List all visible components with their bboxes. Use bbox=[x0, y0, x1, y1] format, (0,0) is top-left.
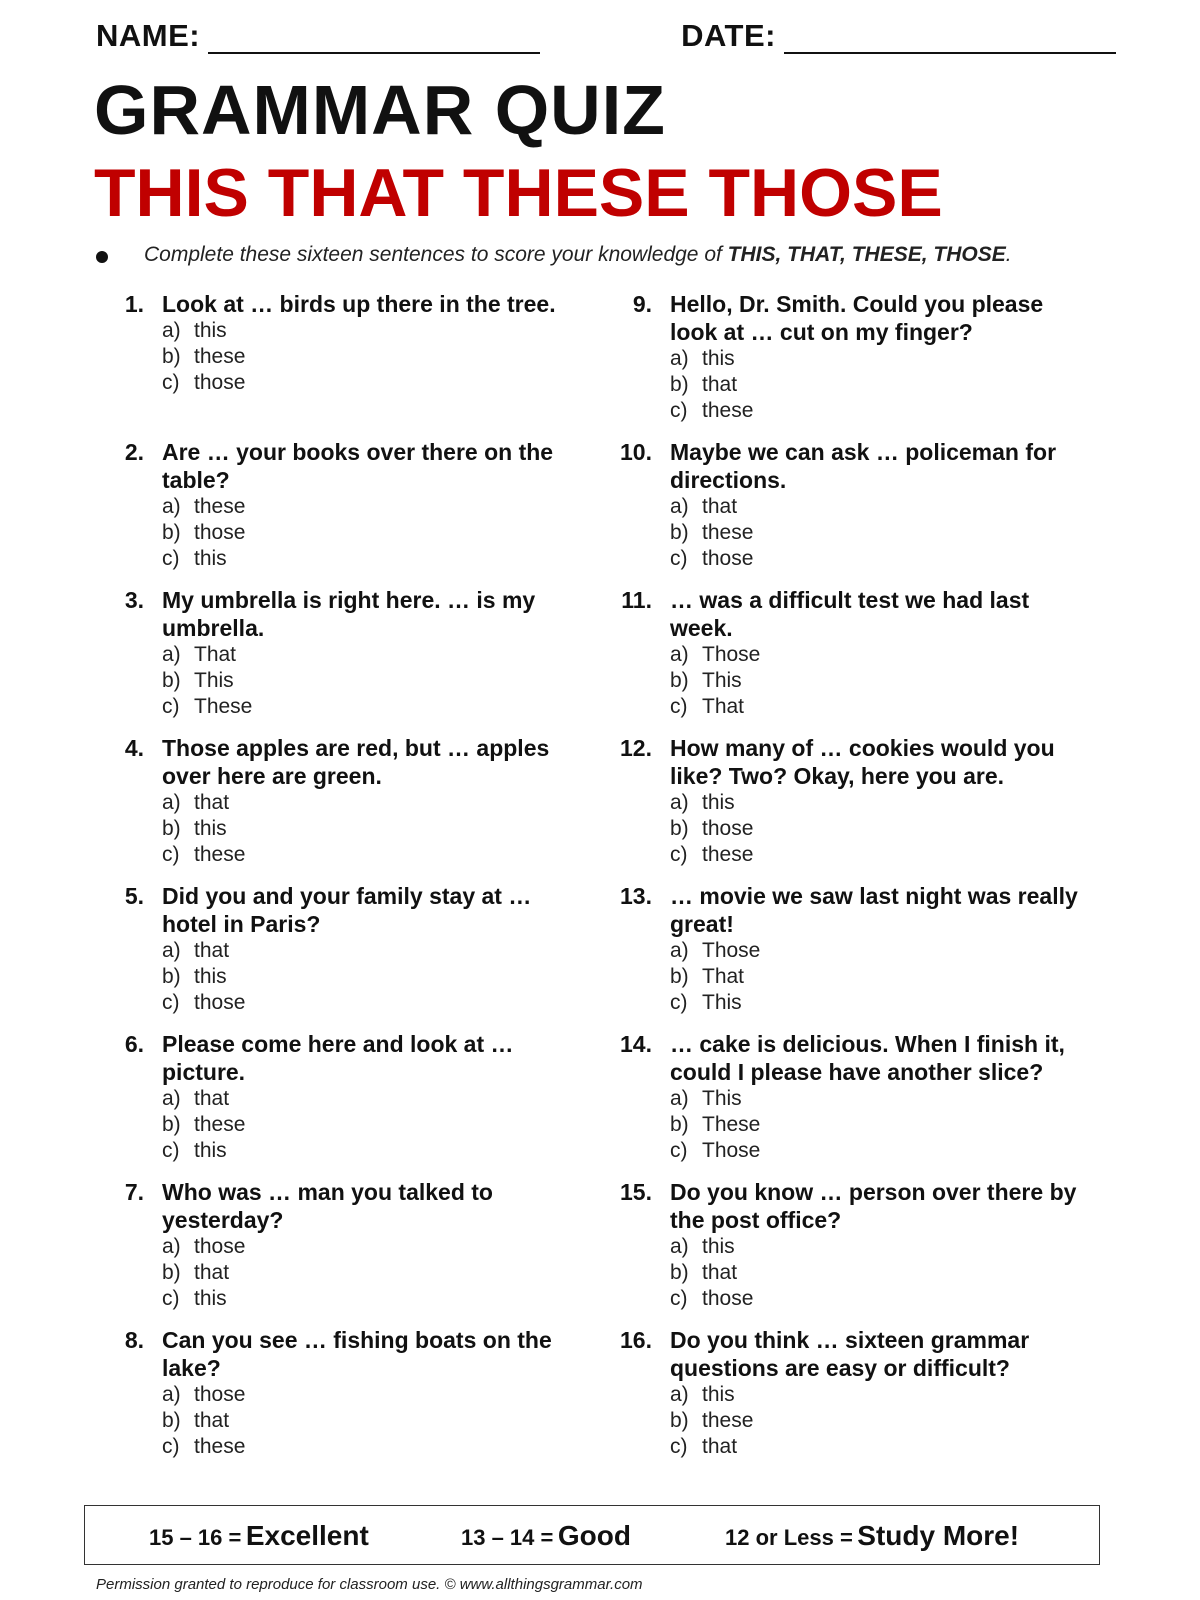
question-item bbox=[608, 586, 1078, 720]
question-item bbox=[100, 882, 570, 1016]
option-text: these bbox=[702, 399, 754, 422]
answer-option-b bbox=[162, 668, 570, 694]
answer-option-b bbox=[670, 816, 1078, 842]
answer-option-b bbox=[670, 668, 1078, 694]
answer-option-c bbox=[162, 546, 570, 572]
option-text: this bbox=[194, 1139, 227, 1162]
option-letter: c) bbox=[670, 399, 688, 422]
instruction-emphasis: THIS, THAT, THESE, THOSE bbox=[727, 243, 1006, 266]
option-letter: b) bbox=[162, 817, 181, 840]
date-label: DATE: bbox=[681, 18, 776, 53]
option-letter: a) bbox=[162, 495, 181, 518]
question-item bbox=[608, 438, 1078, 572]
question-item bbox=[608, 882, 1078, 1016]
answer-option-c bbox=[670, 1286, 1078, 1312]
option-text: these bbox=[194, 1113, 246, 1136]
option-text: those bbox=[702, 1287, 754, 1310]
question-number: 1. bbox=[124, 291, 144, 317]
question-number: 14. bbox=[620, 1031, 652, 1057]
question-number: 7. bbox=[124, 1179, 144, 1205]
option-text: this bbox=[194, 817, 227, 840]
option-letter: b) bbox=[670, 817, 689, 840]
answer-option-a bbox=[670, 494, 1078, 520]
question-stem: Those apples are red, but … apples over here are green. bbox=[162, 735, 550, 789]
answer-option-b bbox=[162, 344, 570, 370]
option-letter: c) bbox=[162, 547, 180, 570]
option-text: This bbox=[702, 1087, 742, 1110]
answer-option-c bbox=[670, 990, 1078, 1016]
option-letter: a) bbox=[162, 319, 181, 342]
question-stem: … was a difficult test we had last week. bbox=[670, 587, 1030, 641]
question-stem: Look at … birds up there in the tree. bbox=[162, 291, 556, 317]
question-stem: Maybe we can ask … policeman for directions. bbox=[670, 439, 1057, 493]
option-text: these bbox=[702, 521, 754, 544]
question-number: 4. bbox=[124, 735, 144, 761]
option-text: this bbox=[194, 547, 227, 570]
instruction-body: Complete these sixteen sentences to score your knowledge of bbox=[144, 243, 728, 266]
answer-option-a bbox=[162, 790, 570, 816]
score-range: 13 – 14 = bbox=[461, 1525, 554, 1550]
option-text: these bbox=[194, 843, 246, 866]
answer-option-c bbox=[162, 694, 570, 720]
answer-option-b bbox=[670, 372, 1078, 398]
option-letter: c) bbox=[162, 371, 180, 394]
question-stem: … movie we saw last night was really great! bbox=[670, 883, 1078, 937]
option-letter: c) bbox=[162, 843, 180, 866]
answer-option-a bbox=[162, 1086, 570, 1112]
option-text: these bbox=[702, 1409, 754, 1432]
answer-option-b bbox=[670, 1408, 1078, 1434]
score-study-more bbox=[725, 1520, 1019, 1552]
date-blank-line bbox=[784, 24, 1116, 54]
answer-option-a bbox=[162, 642, 570, 668]
answer-option-a bbox=[162, 318, 570, 344]
answer-option-c bbox=[162, 370, 570, 396]
answer-option-b bbox=[670, 1112, 1078, 1138]
option-text: those bbox=[702, 817, 754, 840]
page-subtitle: THIS THAT THESE THOSE bbox=[94, 155, 943, 231]
option-text: those bbox=[194, 371, 246, 394]
option-letter: c) bbox=[670, 1435, 688, 1458]
bullet-icon bbox=[96, 251, 108, 263]
score-box bbox=[84, 1505, 1100, 1565]
option-letter: a) bbox=[162, 1383, 181, 1406]
name-blank-line bbox=[208, 24, 540, 54]
option-letter: c) bbox=[670, 843, 688, 866]
name-field bbox=[96, 18, 540, 54]
footer-permission: Permission granted to reproduce for classroom use. © www.allthingsgrammar.com bbox=[96, 1576, 643, 1593]
option-text: These bbox=[194, 695, 253, 718]
question-stem: How many of … cookies would you like? Two? Okay, here you are. bbox=[670, 735, 1055, 789]
option-letter: a) bbox=[670, 495, 689, 518]
option-letter: b) bbox=[162, 1409, 181, 1432]
question-item bbox=[608, 1326, 1078, 1460]
question-number: 6. bbox=[124, 1031, 144, 1057]
option-letter: b) bbox=[162, 345, 181, 368]
option-letter: a) bbox=[162, 643, 181, 666]
question-stem: Hello, Dr. Smith. Could you please look at … cut on my finger? bbox=[670, 291, 1044, 345]
option-letter: a) bbox=[162, 791, 181, 814]
answer-option-a bbox=[162, 1382, 570, 1408]
answer-option-c bbox=[162, 1286, 570, 1312]
question-stem: Are … your books over there on the table? bbox=[162, 439, 554, 493]
option-letter: a) bbox=[670, 643, 689, 666]
answer-option-c bbox=[670, 546, 1078, 572]
answer-option-c bbox=[162, 1434, 570, 1460]
option-text: those bbox=[194, 521, 246, 544]
answer-option-b bbox=[670, 520, 1078, 546]
option-text: This bbox=[702, 991, 742, 1014]
question-stem: Who was … man you talked to yesterday? bbox=[162, 1179, 493, 1233]
option-text: This bbox=[702, 669, 742, 692]
question-number: 8. bbox=[124, 1327, 144, 1353]
answer-option-c bbox=[670, 1138, 1078, 1164]
option-letter: a) bbox=[670, 1235, 689, 1258]
instruction-text bbox=[144, 243, 1136, 267]
option-letter: a) bbox=[162, 1235, 181, 1258]
option-letter: c) bbox=[162, 1139, 180, 1162]
question-number: 16. bbox=[620, 1327, 652, 1353]
answer-option-c bbox=[162, 990, 570, 1016]
option-text: That bbox=[702, 695, 745, 718]
option-letter: c) bbox=[670, 1139, 688, 1162]
question-number: 5. bbox=[124, 883, 144, 909]
option-text: those bbox=[194, 1235, 246, 1258]
question-item bbox=[100, 438, 570, 572]
option-text: those bbox=[194, 1383, 246, 1406]
option-letter: a) bbox=[670, 347, 689, 370]
question-item bbox=[100, 1178, 570, 1312]
option-letter: c) bbox=[670, 991, 688, 1014]
answer-option-c bbox=[162, 1138, 570, 1164]
option-letter: b) bbox=[162, 521, 181, 544]
option-text: That bbox=[194, 643, 237, 666]
date-field bbox=[681, 18, 1116, 54]
question-number: 9. bbox=[632, 291, 652, 317]
option-letter: a) bbox=[670, 1383, 689, 1406]
option-text: those bbox=[194, 991, 246, 1014]
answer-option-b bbox=[162, 1260, 570, 1286]
answer-option-b bbox=[162, 1408, 570, 1434]
question-item bbox=[608, 1030, 1078, 1164]
option-letter: b) bbox=[670, 965, 689, 988]
option-text: this bbox=[702, 1383, 735, 1406]
option-text: this bbox=[194, 319, 227, 342]
answer-option-a bbox=[162, 938, 570, 964]
option-letter: a) bbox=[670, 791, 689, 814]
question-number: 11. bbox=[621, 587, 652, 613]
answer-option-a bbox=[670, 1382, 1078, 1408]
option-text: That bbox=[702, 965, 745, 988]
header-row bbox=[96, 18, 1116, 54]
answer-option-c bbox=[670, 694, 1078, 720]
option-text: this bbox=[194, 1287, 227, 1310]
score-range: 15 – 16 = bbox=[149, 1525, 242, 1550]
option-letter: a) bbox=[162, 1087, 181, 1110]
answer-option-a bbox=[670, 938, 1078, 964]
option-text: that bbox=[702, 373, 738, 396]
question-item bbox=[100, 734, 570, 868]
option-text: Those bbox=[702, 643, 761, 666]
option-letter: c) bbox=[670, 1287, 688, 1310]
answer-option-b bbox=[670, 964, 1078, 990]
option-letter: c) bbox=[670, 695, 688, 718]
option-text: this bbox=[194, 965, 227, 988]
question-stem: Please come here and look at … picture. bbox=[162, 1031, 514, 1085]
option-letter: b) bbox=[162, 669, 181, 692]
question-item bbox=[100, 1326, 570, 1460]
option-text: that bbox=[194, 1087, 230, 1110]
name-label: NAME: bbox=[96, 18, 201, 53]
question-item bbox=[608, 1178, 1078, 1312]
answer-option-a bbox=[670, 790, 1078, 816]
option-text: those bbox=[702, 547, 754, 570]
answer-option-a bbox=[162, 494, 570, 520]
score-good bbox=[461, 1520, 631, 1552]
answer-option-c bbox=[670, 398, 1078, 424]
answer-option-b bbox=[162, 964, 570, 990]
option-letter: b) bbox=[670, 669, 689, 692]
score-excellent bbox=[149, 1520, 369, 1552]
option-text: this bbox=[702, 1235, 735, 1258]
question-number: 10. bbox=[620, 439, 652, 465]
option-letter: a) bbox=[670, 1087, 689, 1110]
option-letter: c) bbox=[162, 1435, 180, 1458]
option-letter: b) bbox=[670, 373, 689, 396]
option-text: this bbox=[702, 791, 735, 814]
answer-option-c bbox=[162, 842, 570, 868]
question-stem: Can you see … fishing boats on the lake? bbox=[162, 1327, 552, 1381]
instruction-end: . bbox=[1005, 243, 1012, 266]
option-text: that bbox=[702, 1435, 738, 1458]
score-label: Study More! bbox=[857, 1520, 1020, 1551]
question-number: 2. bbox=[124, 439, 144, 465]
answer-option-b bbox=[162, 816, 570, 842]
question-stem: … cake is delicious. When I finish it, could I please have another slice? bbox=[670, 1031, 1065, 1085]
option-text: that bbox=[194, 1409, 230, 1432]
option-letter: b) bbox=[670, 1261, 689, 1284]
option-letter: b) bbox=[162, 1113, 181, 1136]
answer-option-b bbox=[162, 520, 570, 546]
option-text: that bbox=[194, 1261, 230, 1284]
option-letter: b) bbox=[670, 521, 689, 544]
answer-option-a bbox=[670, 1234, 1078, 1260]
page-title: GRAMMAR QUIZ bbox=[94, 71, 666, 149]
option-letter: c) bbox=[162, 991, 180, 1014]
question-stem: Do you think … sixteen grammar questions are easy or difficult? bbox=[670, 1327, 1030, 1381]
answer-option-c bbox=[670, 1434, 1078, 1460]
question-number: 3. bbox=[124, 587, 144, 613]
question-item bbox=[100, 290, 570, 396]
question-number: 12. bbox=[620, 735, 652, 761]
answer-option-b bbox=[670, 1260, 1078, 1286]
option-letter: c) bbox=[670, 547, 688, 570]
score-range: 12 or Less = bbox=[725, 1525, 853, 1550]
option-text: that bbox=[194, 939, 230, 962]
option-text: This bbox=[194, 669, 234, 692]
option-text: these bbox=[194, 1435, 246, 1458]
question-stem: My umbrella is right here. … is my umbrella. bbox=[162, 587, 536, 641]
option-text: These bbox=[702, 1113, 761, 1136]
answer-option-a bbox=[670, 1086, 1078, 1112]
option-text: these bbox=[194, 495, 246, 518]
option-letter: b) bbox=[670, 1409, 689, 1432]
question-stem: Do you know … person over there by the post office? bbox=[670, 1179, 1077, 1233]
option-text: that bbox=[702, 1261, 738, 1284]
answer-option-c bbox=[670, 842, 1078, 868]
option-letter: c) bbox=[162, 1287, 180, 1310]
answer-option-a bbox=[670, 346, 1078, 372]
score-label: Good bbox=[557, 1520, 631, 1551]
score-label: Excellent bbox=[245, 1520, 369, 1551]
option-letter: b) bbox=[162, 965, 181, 988]
option-text: Those bbox=[702, 1139, 761, 1162]
option-text: these bbox=[194, 345, 246, 368]
question-item bbox=[100, 586, 570, 720]
option-text: that bbox=[194, 791, 230, 814]
answer-option-a bbox=[162, 1234, 570, 1260]
answer-option-a bbox=[670, 642, 1078, 668]
question-stem: Did you and your family stay at … hotel in Paris? bbox=[162, 883, 532, 937]
option-letter: b) bbox=[162, 1261, 181, 1284]
option-letter: b) bbox=[670, 1113, 689, 1136]
option-text: this bbox=[702, 347, 735, 370]
question-item bbox=[608, 290, 1078, 424]
question-item bbox=[100, 1030, 570, 1164]
option-letter: a) bbox=[670, 939, 689, 962]
option-text: Those bbox=[702, 939, 761, 962]
option-letter: c) bbox=[162, 695, 180, 718]
question-number: 15. bbox=[620, 1179, 652, 1205]
question-number: 13. bbox=[620, 883, 652, 909]
option-text: these bbox=[702, 843, 754, 866]
option-text: that bbox=[702, 495, 738, 518]
answer-option-b bbox=[162, 1112, 570, 1138]
question-item bbox=[608, 734, 1078, 868]
instruction bbox=[96, 243, 1136, 267]
option-letter: a) bbox=[162, 939, 181, 962]
